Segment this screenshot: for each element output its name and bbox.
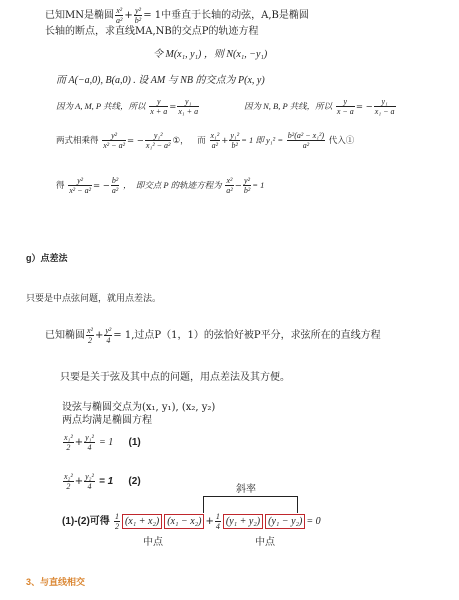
fraction	[225, 176, 233, 195]
text: 得	[56, 181, 65, 191]
fraction	[210, 131, 221, 150]
equation-tag: (2)	[128, 476, 141, 487]
multiply-statement	[56, 131, 354, 150]
denominator: a²	[211, 141, 219, 150]
denominator: b²	[231, 141, 238, 150]
midpoint-label-y: 中点	[255, 537, 275, 548]
fraction	[111, 176, 119, 195]
denominator: a²	[226, 186, 233, 195]
numerator: x₂²	[64, 472, 73, 481]
difference-equation	[62, 512, 321, 531]
denominator: b²	[134, 16, 142, 25]
collinear-statement-b	[244, 97, 397, 116]
denominator: 2	[114, 522, 119, 531]
numerator: y²	[105, 326, 112, 335]
numerator: y₁	[177, 97, 199, 107]
boxed-sum-y: (y₁ + y₂)	[223, 514, 263, 529]
numerator: y²	[102, 131, 126, 141]
numerator: y²	[68, 176, 92, 186]
text: 两式相乘得	[56, 136, 99, 146]
denominator: x² − a²	[69, 186, 91, 195]
ellipse-problem-line2: 长轴的断点，求直线MA,NB的交点P的轨迹方程	[45, 26, 259, 37]
denominator: 4	[87, 482, 92, 491]
section-heading-g: g）点差法	[26, 253, 68, 263]
denominator: x − a	[336, 107, 354, 116]
fraction	[374, 97, 396, 116]
fraction	[287, 131, 325, 150]
boxed-diff-x: (x₁ − x₂)	[164, 514, 204, 529]
fraction	[86, 326, 94, 345]
numerator: 1	[114, 512, 119, 521]
fraction	[68, 176, 92, 195]
text: 已知椭圆	[45, 330, 85, 341]
operator: =	[169, 102, 177, 112]
text: = 1中垂直于长轴的动弦，A,B是椭圆	[143, 10, 309, 21]
numerator: x²	[226, 176, 233, 185]
denominator: a²	[116, 16, 123, 25]
locus-statement	[56, 176, 264, 195]
numerator: 1	[215, 512, 220, 521]
fraction	[115, 6, 123, 25]
text: (1)-(2)可得	[62, 516, 110, 527]
method-note: 只要是关于弦及其中点的问题，用点差法及其方便。	[60, 372, 290, 383]
text: = 1,过点P（1，1）的弦恰好被P平分，求弦所在的直线方程	[113, 330, 381, 341]
denominator: x₁² − a²	[145, 141, 171, 150]
text: ， 即交点 P 的轨迹方程为	[123, 180, 222, 190]
ellipse-problem-line1	[45, 6, 309, 25]
let-statement: 令 M(x₁, y₁) ，则 N(x₁, −y₁)	[153, 49, 268, 60]
midpoint-chord-problem	[45, 326, 381, 345]
denominator: 2	[66, 482, 71, 491]
fraction	[149, 97, 168, 116]
numerator: y₁²	[145, 131, 172, 141]
operator: −	[234, 181, 242, 191]
denominator: 2	[66, 443, 71, 452]
denominator: x₁ + a	[178, 107, 199, 116]
fraction	[84, 472, 95, 491]
denominator: 4	[87, 443, 92, 452]
numerator: y²	[135, 6, 141, 15]
slope-bracket	[203, 496, 298, 513]
operator: +	[221, 136, 229, 146]
solution-line1: 设弦与椭圆交点为(x₁, y₁), (x₂, y₂)	[62, 402, 216, 413]
denominator: a²	[111, 186, 119, 195]
text: 因为 A, M, P 共线，所以	[56, 101, 146, 111]
solution-line2: 两点均满足椭圆方程	[62, 415, 152, 426]
fraction	[104, 326, 112, 345]
text: 已知MN是椭圆	[45, 10, 114, 21]
operator: = −	[92, 181, 110, 191]
text: = 1	[99, 437, 114, 448]
fraction	[63, 433, 74, 452]
denominator: 2	[87, 336, 92, 345]
equation-1	[62, 433, 141, 452]
section-intro: 只要是中点弦问题，就用点差法。	[26, 293, 162, 303]
numerator: y₁²	[85, 433, 94, 442]
midpoint-label-x: 中点	[143, 537, 163, 548]
operator: +	[74, 476, 84, 487]
numerator: b²(a² − x₁²)	[287, 131, 325, 140]
numerator: y²	[244, 176, 250, 185]
denominator: 4	[215, 522, 220, 531]
fraction	[145, 131, 172, 150]
collinear-statement-a	[56, 97, 200, 116]
text: ①，	[172, 136, 189, 146]
denominator: x + a	[150, 107, 168, 116]
slope-label: 斜率	[236, 484, 256, 495]
operator: = −	[355, 102, 373, 112]
numerator: b²	[111, 176, 119, 185]
text: = 1	[252, 180, 265, 190]
numerator: y₁²	[230, 131, 240, 140]
text: = 1	[99, 476, 114, 487]
text: = 0	[306, 516, 321, 527]
boxed-diff-y: (y₁ − y₂)	[265, 514, 305, 529]
fraction	[215, 512, 221, 531]
fraction	[134, 6, 142, 25]
operator: +	[205, 516, 214, 527]
fraction	[114, 512, 120, 531]
fraction	[336, 97, 355, 116]
numerator: y	[336, 97, 355, 107]
intersection-statement: 而 A(−a,0), B(a,0) . 设 AM 与 NB 的交点为 P(x, y)	[56, 75, 265, 86]
denominator: 4	[106, 336, 111, 345]
text: 因为 N, B, P 共线，所以	[244, 101, 333, 111]
numerator: x₁²	[210, 131, 220, 140]
section-heading-3: 3、与直线相交	[26, 577, 86, 587]
text: 而	[197, 136, 206, 146]
text: 代入①	[328, 136, 355, 146]
numerator: x₁²	[64, 433, 73, 442]
fraction	[102, 131, 126, 150]
fraction	[177, 97, 199, 116]
operator: +	[124, 10, 133, 21]
fraction	[84, 433, 95, 452]
equation-tag: (1)	[128, 437, 141, 448]
fraction	[229, 131, 240, 150]
denominator: b²	[243, 186, 251, 195]
numerator: y	[149, 97, 168, 107]
operator: = −	[126, 136, 144, 146]
denominator: a²	[302, 141, 310, 150]
numerator: x²	[116, 6, 123, 15]
equation-2	[62, 472, 141, 491]
fraction	[243, 176, 251, 195]
text: = 1 即 y₁² =	[241, 135, 284, 145]
numerator: y₂²	[85, 472, 94, 481]
operator: +	[74, 437, 84, 448]
numerator: x²	[87, 326, 93, 335]
denominator: x₁ − a	[374, 107, 395, 116]
numerator: y₁	[374, 97, 396, 107]
boxed-sum-x: (x₁ + x₂)	[122, 514, 162, 529]
operator: +	[94, 330, 104, 341]
fraction	[63, 472, 74, 491]
denominator: x² − a²	[103, 141, 125, 150]
